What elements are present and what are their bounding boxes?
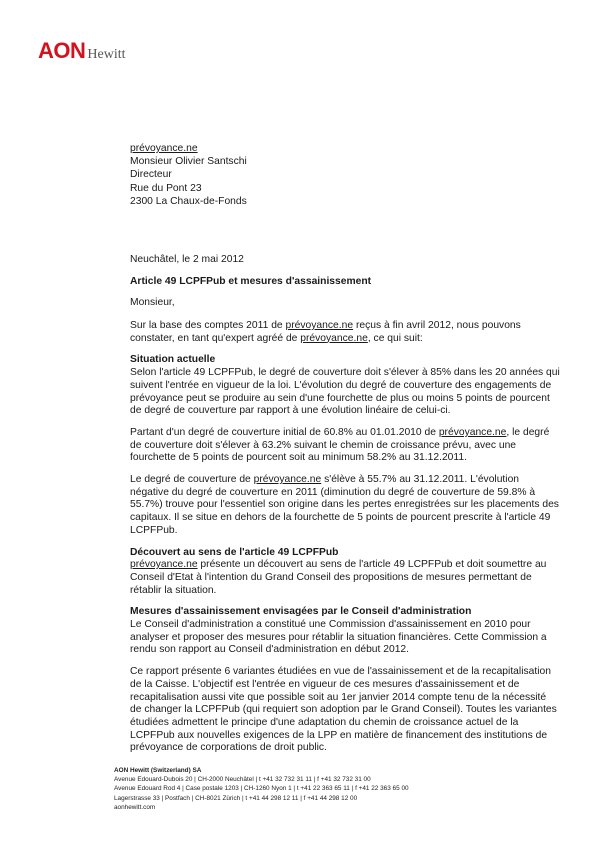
- s2-text: présente un découvert au sens de l'article 49 LCPFPub et doit soumettre au Conseil d'Etat à l'intention du Grand Conseil des propositions de mesures permettant de rétablir la situation.: [130, 559, 547, 596]
- intro-text-3: , ce qui suit:: [367, 332, 423, 344]
- footer-company: AON Hewitt (Switzerland) SA: [114, 767, 202, 774]
- s2-link: prévoyance.ne: [130, 559, 198, 571]
- section-1-paragraph-1: Selon l'article 49 LCPFPub, le degré de couverture doit s'élever à 85% dans les 20 années qui suivent l'entrée en vigueur de la loi. L'évolution du degré de couverture des engagements de prévoyance peut se produire au sein d'une fourchette de plus ou moins 5 points de pourcent de degré de couverture par rapport à une évolution linéaire de celui-ci.: [130, 367, 560, 417]
- intro-text-1: Sur la base des comptes 2011 de: [130, 320, 286, 331]
- s1p2-link: prévoyance.ne: [438, 426, 507, 438]
- recipient-name: Monsieur Olivier Santschi: [130, 156, 247, 168]
- footer-website: aonhewitt.com: [114, 803, 156, 811]
- section-3-heading: Mesures d'assainissement envisagées par le Conseil d'administration: [130, 606, 472, 618]
- footer-line-1: Avenue Edouard-Dubois 20 | CH-2000 Neuchâtel | t +41 32 732 31 11 | f +41 32 732 31 00: [114, 776, 371, 784]
- footer-line-2: Avenue Edouard Rod 4 | Case postale 1203 | CH-1260 Nyon 1 | t +41 22 363 65 11 | f +41 22 363 65 00: [114, 785, 409, 793]
- section-3-paragraph-2: Ce rapport présente 6 variantes étudiées en vue de l'assainissement et de la recapitalisation de la Caisse. L'objectif est l'entrée en vigueur de ces mesures d'assainissement et de recapitalisation aussi vite que possible soit au 1er janvier 2014 compte tenu de la nécessité de changer la LCPFPub (qui requiert son adoption par le Grand Conseil). Toutes les variantes étudiées admettent le principe d'une adaptation du chemin de croissance actuel de la LCPFPub aux nouvelles exigences de la LPP en matière de financement des institutions de prévoyance de corporations de droit public.: [130, 666, 557, 754]
- subject-line: Article 49 LCPFPub et mesures d'assainissement: [130, 276, 372, 287]
- s1p2-text-a: Partant d'un degré de couverture initial de 60.8% au 01.01.2010 de: [130, 426, 439, 438]
- salutation: Monsieur,: [130, 297, 175, 308]
- s1p3-text-a: Le degré de couverture de: [130, 474, 254, 486]
- letter-footer: [114, 766, 409, 812]
- recipient-street: Rue du Pont 23: [130, 182, 202, 194]
- intro-paragraph: [130, 320, 560, 345]
- recipient-org: prévoyance.ne: [130, 143, 198, 154]
- company-logo: [38, 38, 126, 64]
- section-1-heading: Situation actuelle: [130, 354, 216, 366]
- footer-line-3: Lagerstrasse 33 | Postfach | CH-8021 Zürich | t +41 44 298 12 11 | f +41 44 298 12 00: [114, 794, 358, 802]
- s1p3-link: prévoyance.ne: [253, 474, 322, 486]
- recipient-role: Directeur: [130, 169, 172, 181]
- recipient-city: 2300 La Chaux-de-Fonds: [130, 195, 247, 207]
- intro-link-2: prévoyance.ne: [300, 332, 368, 344]
- intro-text-2: reçus à fin avril 2012, nous pouvons constater, en tant qu'expert agréé de: [130, 320, 521, 344]
- letter-body: [130, 320, 560, 764]
- logo-suffix: Hewitt: [87, 47, 126, 62]
- section-2-heading: Découvert au sens de l'article 49 LCPFPub: [130, 546, 339, 558]
- s1p3-text-b: s'élève à 55.7% au 31.12.2011. L'évolution négative du degré de couverture en 2011 (diminution du degré de couverture de 59.8% à 55.7%) trouve pour l'essentiel son origine dans les pertes enregistrées sur les placements des capitaux. Il se situe en dehors de la fourchette de 5 points de pourcent prescrite à l'article 49 LCPFPub.: [130, 474, 559, 536]
- s1p2-text-b: , le degré de couverture doit s'élever à 63.2% suivant le chemin de croissance prévu, avec une fourchette de 5 points de pourcent soit au minimum 58.2% au 31.12.2011.: [130, 426, 550, 464]
- intro-link-1: prévoyance.ne: [285, 320, 354, 331]
- section-3-paragraph-1: Le Conseil d'administration a constitué une Commission d'assainissement en 2010 pour analyser et proposer des mesures pour rétablir la situation financières. Cette Commission a rendu son rapport au Conseil d'administration en début 2012.: [130, 619, 547, 656]
- logo-brand: AON: [38, 38, 86, 63]
- section-1-paragraph-3: [130, 474, 560, 538]
- section-2-paragraph: [130, 559, 560, 597]
- date-line: Neuchâtel, le 2 mai 2012: [130, 254, 244, 265]
- section-1-paragraph-2: [130, 427, 560, 465]
- recipient-address: [130, 142, 247, 208]
